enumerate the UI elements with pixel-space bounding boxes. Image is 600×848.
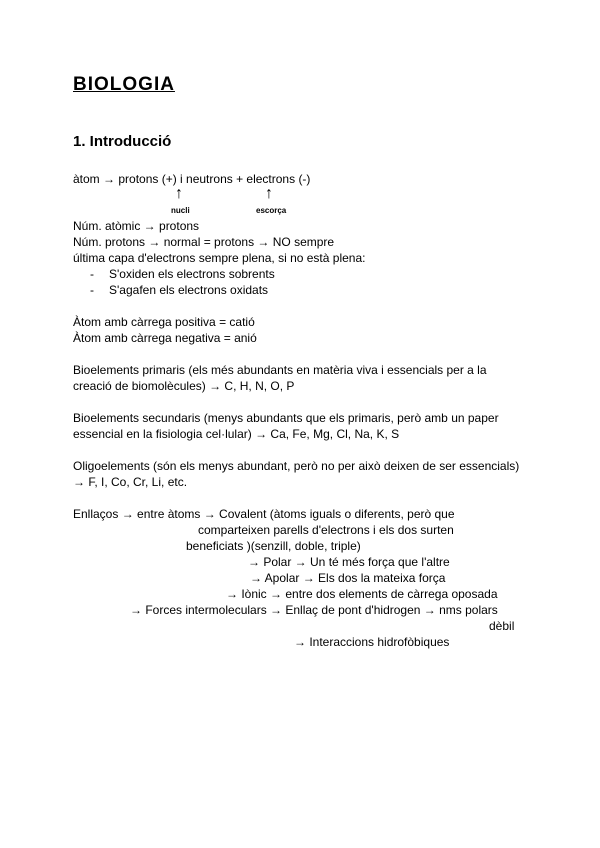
arrow-up-icon: ↑ (175, 185, 183, 202)
primaris-line-1: Bioelements primaris (els més abundants en matèria viva i essencials per a la (73, 363, 487, 377)
ultima-capa-line: última capa d'electrons sempre plena, si no està plena: (73, 251, 366, 265)
enllacos-line-2: comparteixen parells d'electrons i els dos surten (198, 523, 454, 537)
bullet-item: S'agafen els electrons oxidats (109, 283, 269, 297)
interaccions-line: → Interaccions hidrofòbiques (294, 635, 450, 649)
enllacos-line-3: beneficiats )(senzill, doble, triple) (186, 539, 361, 553)
primaris-line-2: creació de biomolècules) → C, H, N, O, P (73, 379, 295, 393)
cation-line: Àtom amb càrrega positiva = catió (73, 315, 255, 329)
document-title: BIOLOGIA (73, 74, 175, 95)
enllacos-line-1: Enllaços → entre àtoms → Covalent (àtoms iguals o diferents, però que (73, 507, 455, 521)
secundaris-line-2: essencial en la fisiologia cel·lular) → Ca, Fe, Mg, Cl, Na, K, S (73, 427, 400, 441)
forces-line: → Forces intermoleculars → Enllaç de pont d'hidrogen → nms polars (130, 603, 498, 617)
label-nucli: nucli (171, 206, 190, 215)
bullet-item: S'oxiden els electrons sobrents (109, 267, 275, 281)
polar-line: → Polar → Un té més força que l'altre (248, 555, 450, 569)
debil-label: dèbil (489, 619, 515, 633)
atom-line: àtom → protons (+) i neutrons + electrons (-) (73, 172, 311, 186)
bullet-dash-icon: - (90, 267, 94, 281)
oligo-line-2: → F, I, Co, Cr, Li, etc. (73, 475, 188, 489)
bullet-dash-icon: - (90, 283, 94, 297)
apolar-line: → Apolar → Els dos la mateixa força (250, 571, 446, 585)
secundaris-line-1: Bioelements secundaris (menys abundants que els primaris, però amb un paper (73, 411, 499, 425)
oligo-line-1: Oligoelements (són els menys abundant, però no per això deixen de ser essencials) (73, 459, 520, 473)
anion-line: Àtom amb càrrega negativa = anió (73, 331, 257, 345)
arrow-up-icon: ↑ (265, 185, 273, 202)
num-protons-line: Núm. protons → normal = protons → NO sempre (73, 235, 335, 249)
num-atomic-line: Núm. atòmic → protons (73, 219, 200, 233)
section-heading: 1. Introducció (73, 133, 172, 150)
label-escorca: escorça (256, 206, 287, 215)
ionic-line: → Iònic → entre dos elements de càrrega oposada (226, 587, 498, 601)
